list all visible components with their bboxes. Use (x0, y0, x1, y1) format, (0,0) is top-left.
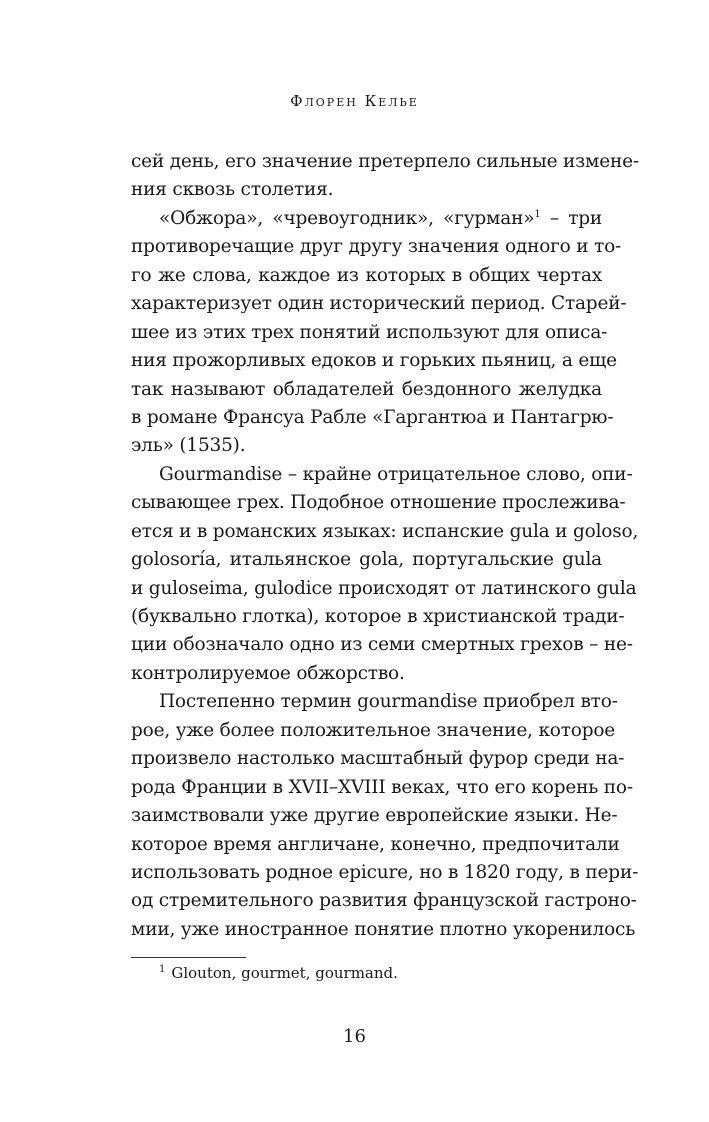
text-line: рое, уже более положительное значение, которое (131, 719, 616, 741)
footnote-text: Glouton, gourmet, gourmand. (171, 964, 398, 982)
text-line: сей день, его значение претерпело сильные измене- (131, 151, 639, 172)
text-line: ции обозначало одно из семи смертных грехов – не- (131, 634, 633, 656)
text-line: эль» (1535). (131, 435, 246, 457)
text-line: ния сквозь столетия. (131, 179, 334, 201)
text-line: и guloseima, gulodice происходят от латинского gula (131, 577, 637, 599)
text-line: контролируемое обжорство. (131, 662, 405, 684)
text-line: так называют обладателей бездонного желудка (131, 378, 602, 400)
text-line: мии, уже иностранное понятие плотно укоренилось (131, 918, 636, 940)
text-line: использовать родное epicure, но в 1820 году, в пери- (131, 861, 639, 883)
text-line: ется и в романских языках: испанские gula и goloso, (131, 520, 639, 542)
text-line-start: «Обжора», «чревоугодник», «гурман» (159, 207, 535, 229)
text-line: (буквально глотка), которое в христианской тради- (131, 606, 625, 627)
text-line: в романе Франсуа Рабле «Гаргантюа и Пантагрю- (131, 406, 614, 428)
text-line: ния прожорливых едоков и горьких пьяниц, а еще (131, 350, 617, 372)
text-line: которое время англичане, конечно, предпочитали (131, 833, 620, 855)
text-line (131, 205, 602, 233)
text-line-end: – три (549, 207, 603, 229)
page-number: 16 (343, 1026, 366, 1047)
footnote-number: 1 (159, 964, 166, 975)
text-line: сывающее грех. Подобное отношение прослежива- (131, 492, 626, 514)
text-line: рода Франции в XVII–XVIII веках, что его корень по- (131, 776, 633, 798)
text-line: golosoría, итальянское gola, португальские gula (131, 549, 602, 571)
text-line: го же слова, каждое из которых в общих чертах (131, 264, 602, 286)
body-text (131, 148, 639, 944)
text-line: Gourmandise – крайне отрицательное слово, опи- (159, 463, 633, 485)
running-head: Флорен Келье (290, 92, 419, 110)
footnote-reference: 1 (534, 208, 541, 220)
text-line: произвело настолько масштабный фурор среди на- (131, 748, 625, 770)
text-line: шее из этих трех понятий используют для описа- (131, 321, 608, 343)
text-line: Постепенно термин gourmandise приобрел вто- (159, 691, 618, 713)
text-line: противоречащие друг другу значения одного и то- (131, 236, 622, 258)
footnote (159, 962, 398, 984)
text-line: заимствовали уже другие европейские языки. Не- (131, 805, 618, 827)
text-line: од стремительного развития французской гастроно- (131, 890, 637, 912)
footnote-divider (131, 957, 246, 958)
text-line: характеризует один исторический период. Старей- (131, 293, 627, 315)
